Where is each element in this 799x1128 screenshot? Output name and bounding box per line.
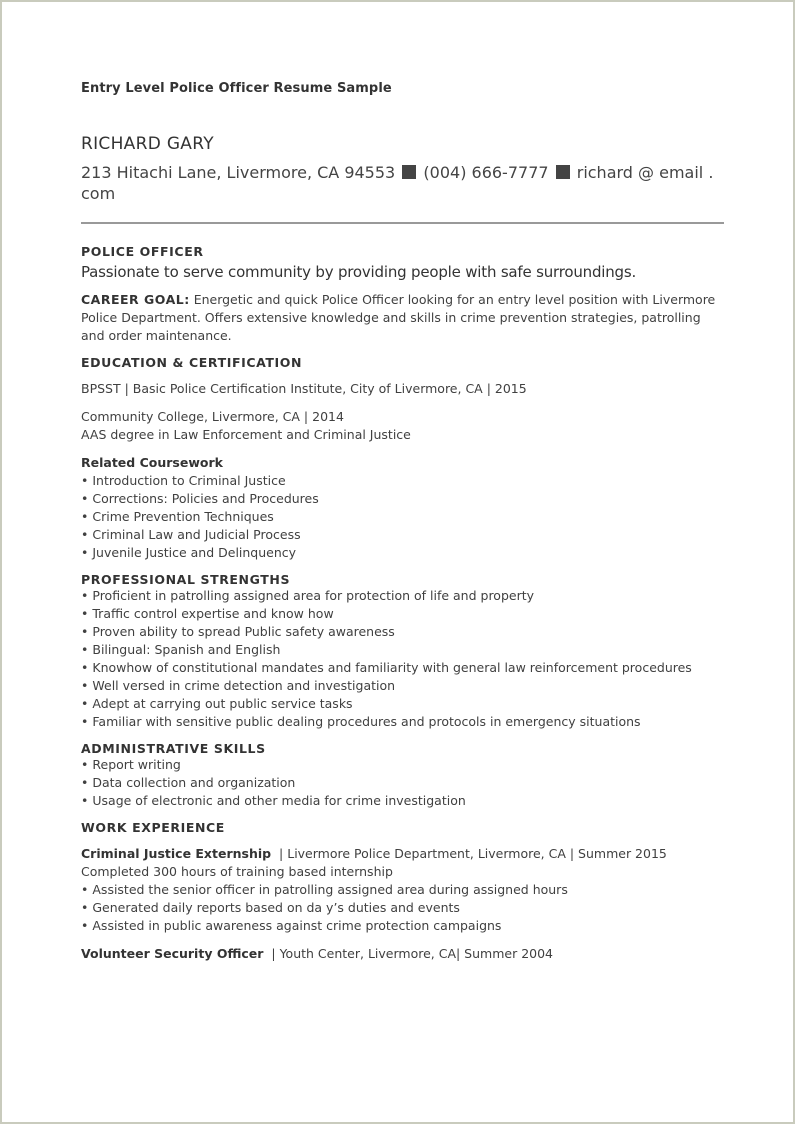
list-item [81,544,726,562]
list-item-text: Assisted in public awareness against crime protection campaigns [92,918,502,933]
list-item [81,677,726,695]
job2-title: Volunteer Security Officer [81,946,264,961]
list-item-text: Crime Prevention Techniques [92,509,274,524]
email-part1: richard @ email . [576,163,714,182]
job1-duties [81,881,726,935]
bullet-icon: • [81,678,89,693]
bullet-icon: • [81,714,89,729]
college-line1: Community College, Livermore, CA | 2014 [81,409,344,424]
divider [81,222,724,224]
list-item [81,659,726,677]
bullet-icon: • [81,473,89,488]
job1-summary: Completed 300 hours of training based internship [81,864,393,879]
bullet-icon: • [81,882,89,897]
tagline: Passionate to serve community by providing people with safe surroundings. [81,263,637,281]
list-item [81,695,726,713]
list-item-text: Report writing [92,757,181,772]
list-item-text: Usage of electronic and other media for crime investigation [92,793,466,808]
list-item [81,587,726,605]
list-item-text: Assisted the senior officer in patrolling assigned area during assigned hours [92,882,568,897]
address: 213 Hitachi Lane, Livermore, CA 94553 [81,163,396,182]
list-item [81,756,726,774]
list-item [81,713,726,731]
bullet-icon: • [81,757,89,772]
admin-list [81,756,726,810]
list-item-text: Traffic control expertise and know how [92,606,334,621]
list-item-text: Knowhow of constitutional mandates and familiarity with general law reinforcement procedures [92,660,692,675]
work-heading: WORK EXPERIENCE [81,820,225,835]
list-item [81,526,726,544]
bullet-icon: • [81,775,89,790]
bullet-icon: • [81,606,89,621]
admin-heading: ADMINISTRATIVE SKILLS [81,741,266,756]
job1-title: Criminal Justice Externship [81,846,272,861]
list-item-text: Proven ability to spread Public safety awareness [92,624,395,639]
bullet-icon: • [81,918,89,933]
list-item-text: Well versed in crime detection and investigation [92,678,396,693]
list-item-text: Corrections: Policies and Procedures [92,491,319,506]
list-item-text: Bilingual: Spanish and English [92,642,281,657]
bullet-icon: • [81,545,89,560]
career-goal-label: CAREER GOAL: [81,292,190,307]
list-item-text: Generated daily reports based on da y’s duties and events [92,900,460,915]
list-item-text: Data collection and organization [92,775,296,790]
list-item [81,792,726,810]
separator-square-icon [556,165,570,179]
education-heading: EDUCATION & CERTIFICATION [81,355,303,370]
phone: (004) 666-7777 [423,163,549,182]
list-item-text: Familiar with sensitive public dealing procedures and protocols in emergency situations [92,714,641,729]
list-item [81,490,726,508]
college-line2: AAS degree in Law Enforcement and Criminal Justice [81,427,411,442]
resume-content [81,81,726,963]
job-title: POLICE OFFICER [81,244,204,259]
list-item [81,774,726,792]
coursework-heading: Related Coursework [81,455,223,470]
bullet-icon: • [81,793,89,808]
list-item-text: Introduction to Criminal Justice [92,473,286,488]
bullet-icon: • [81,642,89,657]
list-item-text: Juvenile Justice and Delinquency [92,545,297,560]
email-part2: com [81,184,116,203]
list-item [81,881,726,899]
job1-header [81,845,726,863]
list-item-text: Criminal Law and Judicial Process [92,527,301,542]
job1-details: | Livermore Police Department, Livermore, CA | Summer 2015 [271,846,667,861]
document-title: Entry Level Police Officer Resume Sample [81,81,392,96]
coursework-list [81,472,726,562]
applicant-name: RICHARD GARY [81,134,214,154]
list-item [81,623,726,641]
bullet-icon: • [81,660,89,675]
bullet-icon: • [81,624,89,639]
bullet-icon: • [81,696,89,711]
bullet-icon: • [81,527,89,542]
list-item [81,508,726,526]
list-item [81,605,726,623]
list-item [81,899,726,917]
career-goal [81,291,726,345]
certification: BPSST | Basic Police Certification Institute, City of Livermore, CA | 2015 [81,381,527,396]
bullet-icon: • [81,900,89,915]
list-item [81,641,726,659]
job2-header [81,945,726,963]
job2-details: | Youth Center, Livermore, CA| Summer 2004 [263,946,554,961]
bullet-icon: • [81,588,89,603]
list-item [81,472,726,490]
list-item-text: Proficient in patrolling assigned area for protection of life and property [92,588,535,603]
career-goal-text: Energetic and quick Police Officer looking for an entry level position with Livermore Police Department. Offers extensive knowledge and skills in crime prevention strategies, patrolling and order maintenance. [81,292,716,343]
list-item [81,917,726,935]
bullet-icon: • [81,509,89,524]
bullet-icon: • [81,491,89,506]
strengths-list [81,587,726,731]
contact-line [81,162,731,204]
strengths-heading: PROFESSIONAL STRENGTHS [81,572,291,587]
separator-square-icon [402,165,416,179]
list-item-text: Adept at carrying out public service tasks [92,696,353,711]
